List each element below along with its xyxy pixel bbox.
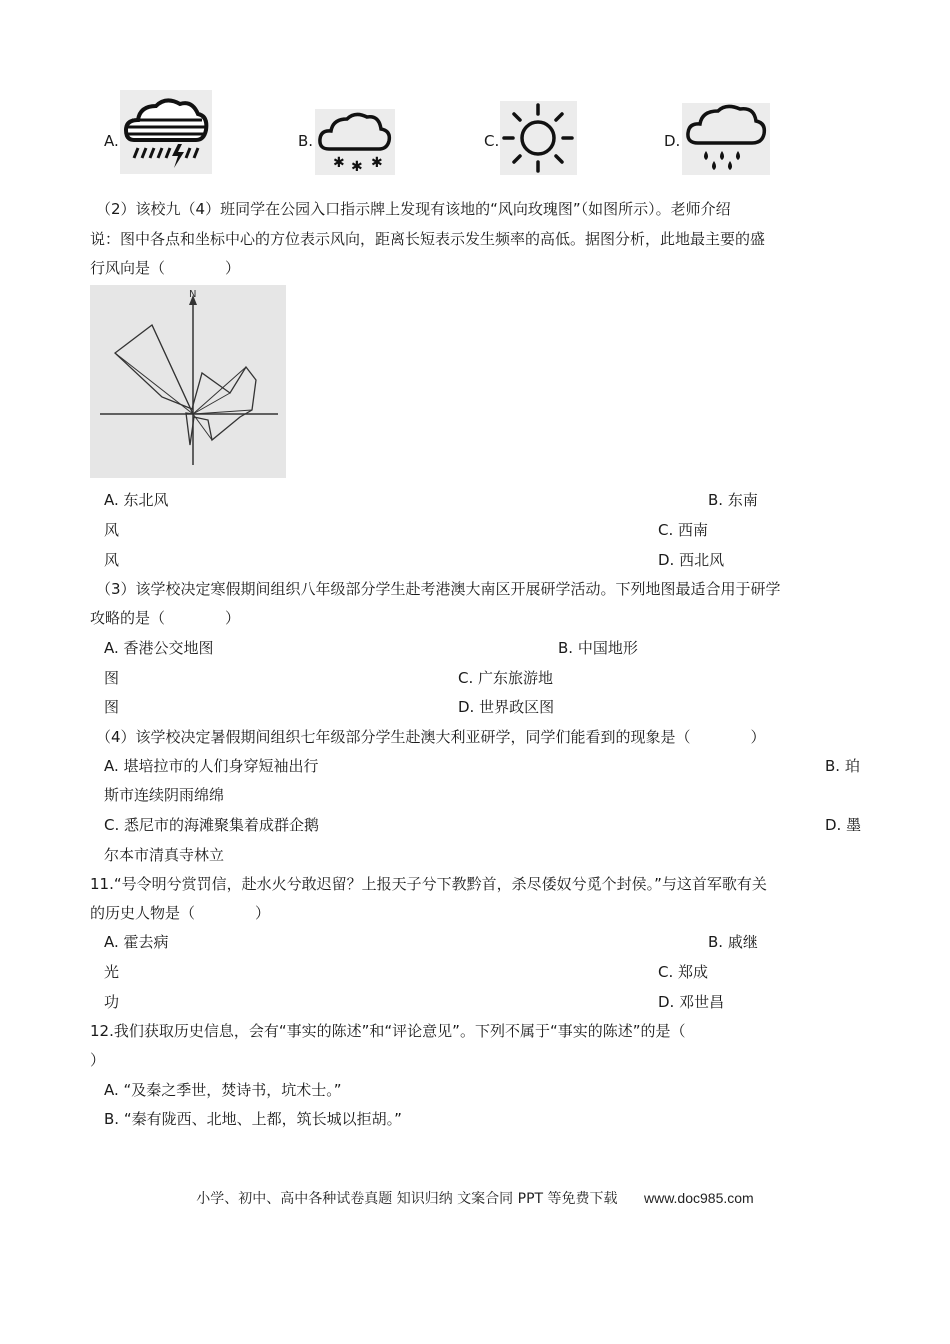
q11-option-a: A. 霍去病 (104, 933, 169, 951)
q10-2-option-c: C. 西南 (658, 521, 709, 539)
svg-text:✱: ✱ (333, 155, 345, 171)
q11-option-c: C. 郑成 (658, 963, 709, 981)
q10-4-option-d: D. 墨 (825, 816, 862, 834)
q12-stem-line2: ） (90, 1051, 106, 1069)
q11-option-b: B. 戚继 (708, 933, 758, 951)
north-label: N (189, 289, 197, 300)
q10-4-option-b: B. 珀 (825, 757, 860, 775)
q10-3-stem-line1: （3）该学校决定寒假期间组织八年级部分学生赴考港澳大南区开展研学活动。下列地图最适合用于研学 (96, 580, 781, 598)
q10-3-option-c-cont: 图 (104, 698, 120, 716)
q10-2-option-c-cont: 风 (104, 551, 120, 569)
thunderstorm-icon (120, 90, 212, 174)
q10-2-stem-line3: 行风向是（ ） (90, 259, 241, 277)
q12-option-a: A. “及秦之季世，焚诗书，坑术士。” (104, 1081, 342, 1099)
q10-3-option-b: B. 中国地形 (558, 639, 638, 657)
option-c-label: C. (484, 132, 500, 150)
q11-stem-line1: 11.“号令明兮赏罚信，赴水火兮敢迟留？上报天子兮下教黔首，杀尽倭奴兮觅个封侯。”与这首军歌有关 (90, 875, 767, 893)
q11-option-d: D. 邓世昌 (658, 993, 725, 1011)
footer-site-link[interactable]: www.doc985.com (643, 1190, 754, 1206)
q10-3-option-d: D. 世界政区图 (458, 698, 555, 716)
q10-2-stem-line1: （2）该校九（4）班同学在公园入口指示牌上发现有该地的“风向玫瑰图”（如图所示）。老师介绍 (96, 200, 731, 218)
option-a-label: A. (104, 132, 119, 150)
option-d-label: D. (664, 132, 681, 150)
svg-text:✱: ✱ (371, 155, 383, 171)
q10-2-option-a: A. 东北风 (104, 491, 169, 509)
q11-stem-line2: 的历史人物是（ ） (90, 904, 271, 922)
wind-rose-figure (90, 285, 286, 478)
q10-4-option-d-cont: 尔本市清真寺林立 (104, 846, 225, 864)
q10-2-option-d: D. 西北风 (658, 551, 725, 569)
q10-2-option-b: B. 东南 (708, 491, 758, 509)
q11-option-c-cont: 功 (104, 993, 120, 1011)
q12-stem-line1: 12.我们获取历史信息，会有“事实的陈述”和“评论意见”。下列不属于“事实的陈述”的是（ (90, 1022, 686, 1040)
q12-option-b: B. “秦有陇西、北地、上都，筑长城以拒胡。” (104, 1110, 402, 1128)
svg-text:✱: ✱ (351, 159, 363, 175)
q10-4-option-c: C. 悉尼市的海滩聚集着成群企鹅 (104, 816, 320, 834)
q10-4-option-b-cont: 斯市连续阴雨绵绵 (104, 786, 225, 804)
q10-2-stem-line2: 说：图中各点和坐标中心的方位表示风向，距离长短表示发生频率的高低。据图分析，此地最主要的盛 (90, 230, 766, 248)
q10-2-option-b-cont: 风 (104, 521, 120, 539)
q10-3-option-c: C. 广东旅游地 (458, 669, 554, 687)
sunny-icon (500, 101, 577, 175)
option-b-label: B. (298, 132, 314, 150)
footer-text: 小学、初中、高中各种试卷真题 知识归纳 文案合同 PPT 等免费下载 (196, 1191, 618, 1207)
snow-icon (315, 109, 395, 175)
q10-3-stem-line2: 攻略的是（ ） (90, 609, 241, 627)
rain-icon (682, 103, 770, 175)
q10-3-option-b-cont: 图 (104, 669, 120, 687)
q10-4-stem: （4）该学校决定暑假期间组织七年级部分学生赴澳大利亚研学，同学们能看到的现象是（ ） (96, 728, 766, 746)
q10-4-option-a: A. 堪培拉市的人们身穿短袖出行 (104, 757, 319, 775)
q11-option-b-cont: 光 (104, 963, 120, 981)
q10-3-option-a: A. 香港公交地图 (104, 639, 214, 657)
page-footer (0, 1188, 950, 1208)
